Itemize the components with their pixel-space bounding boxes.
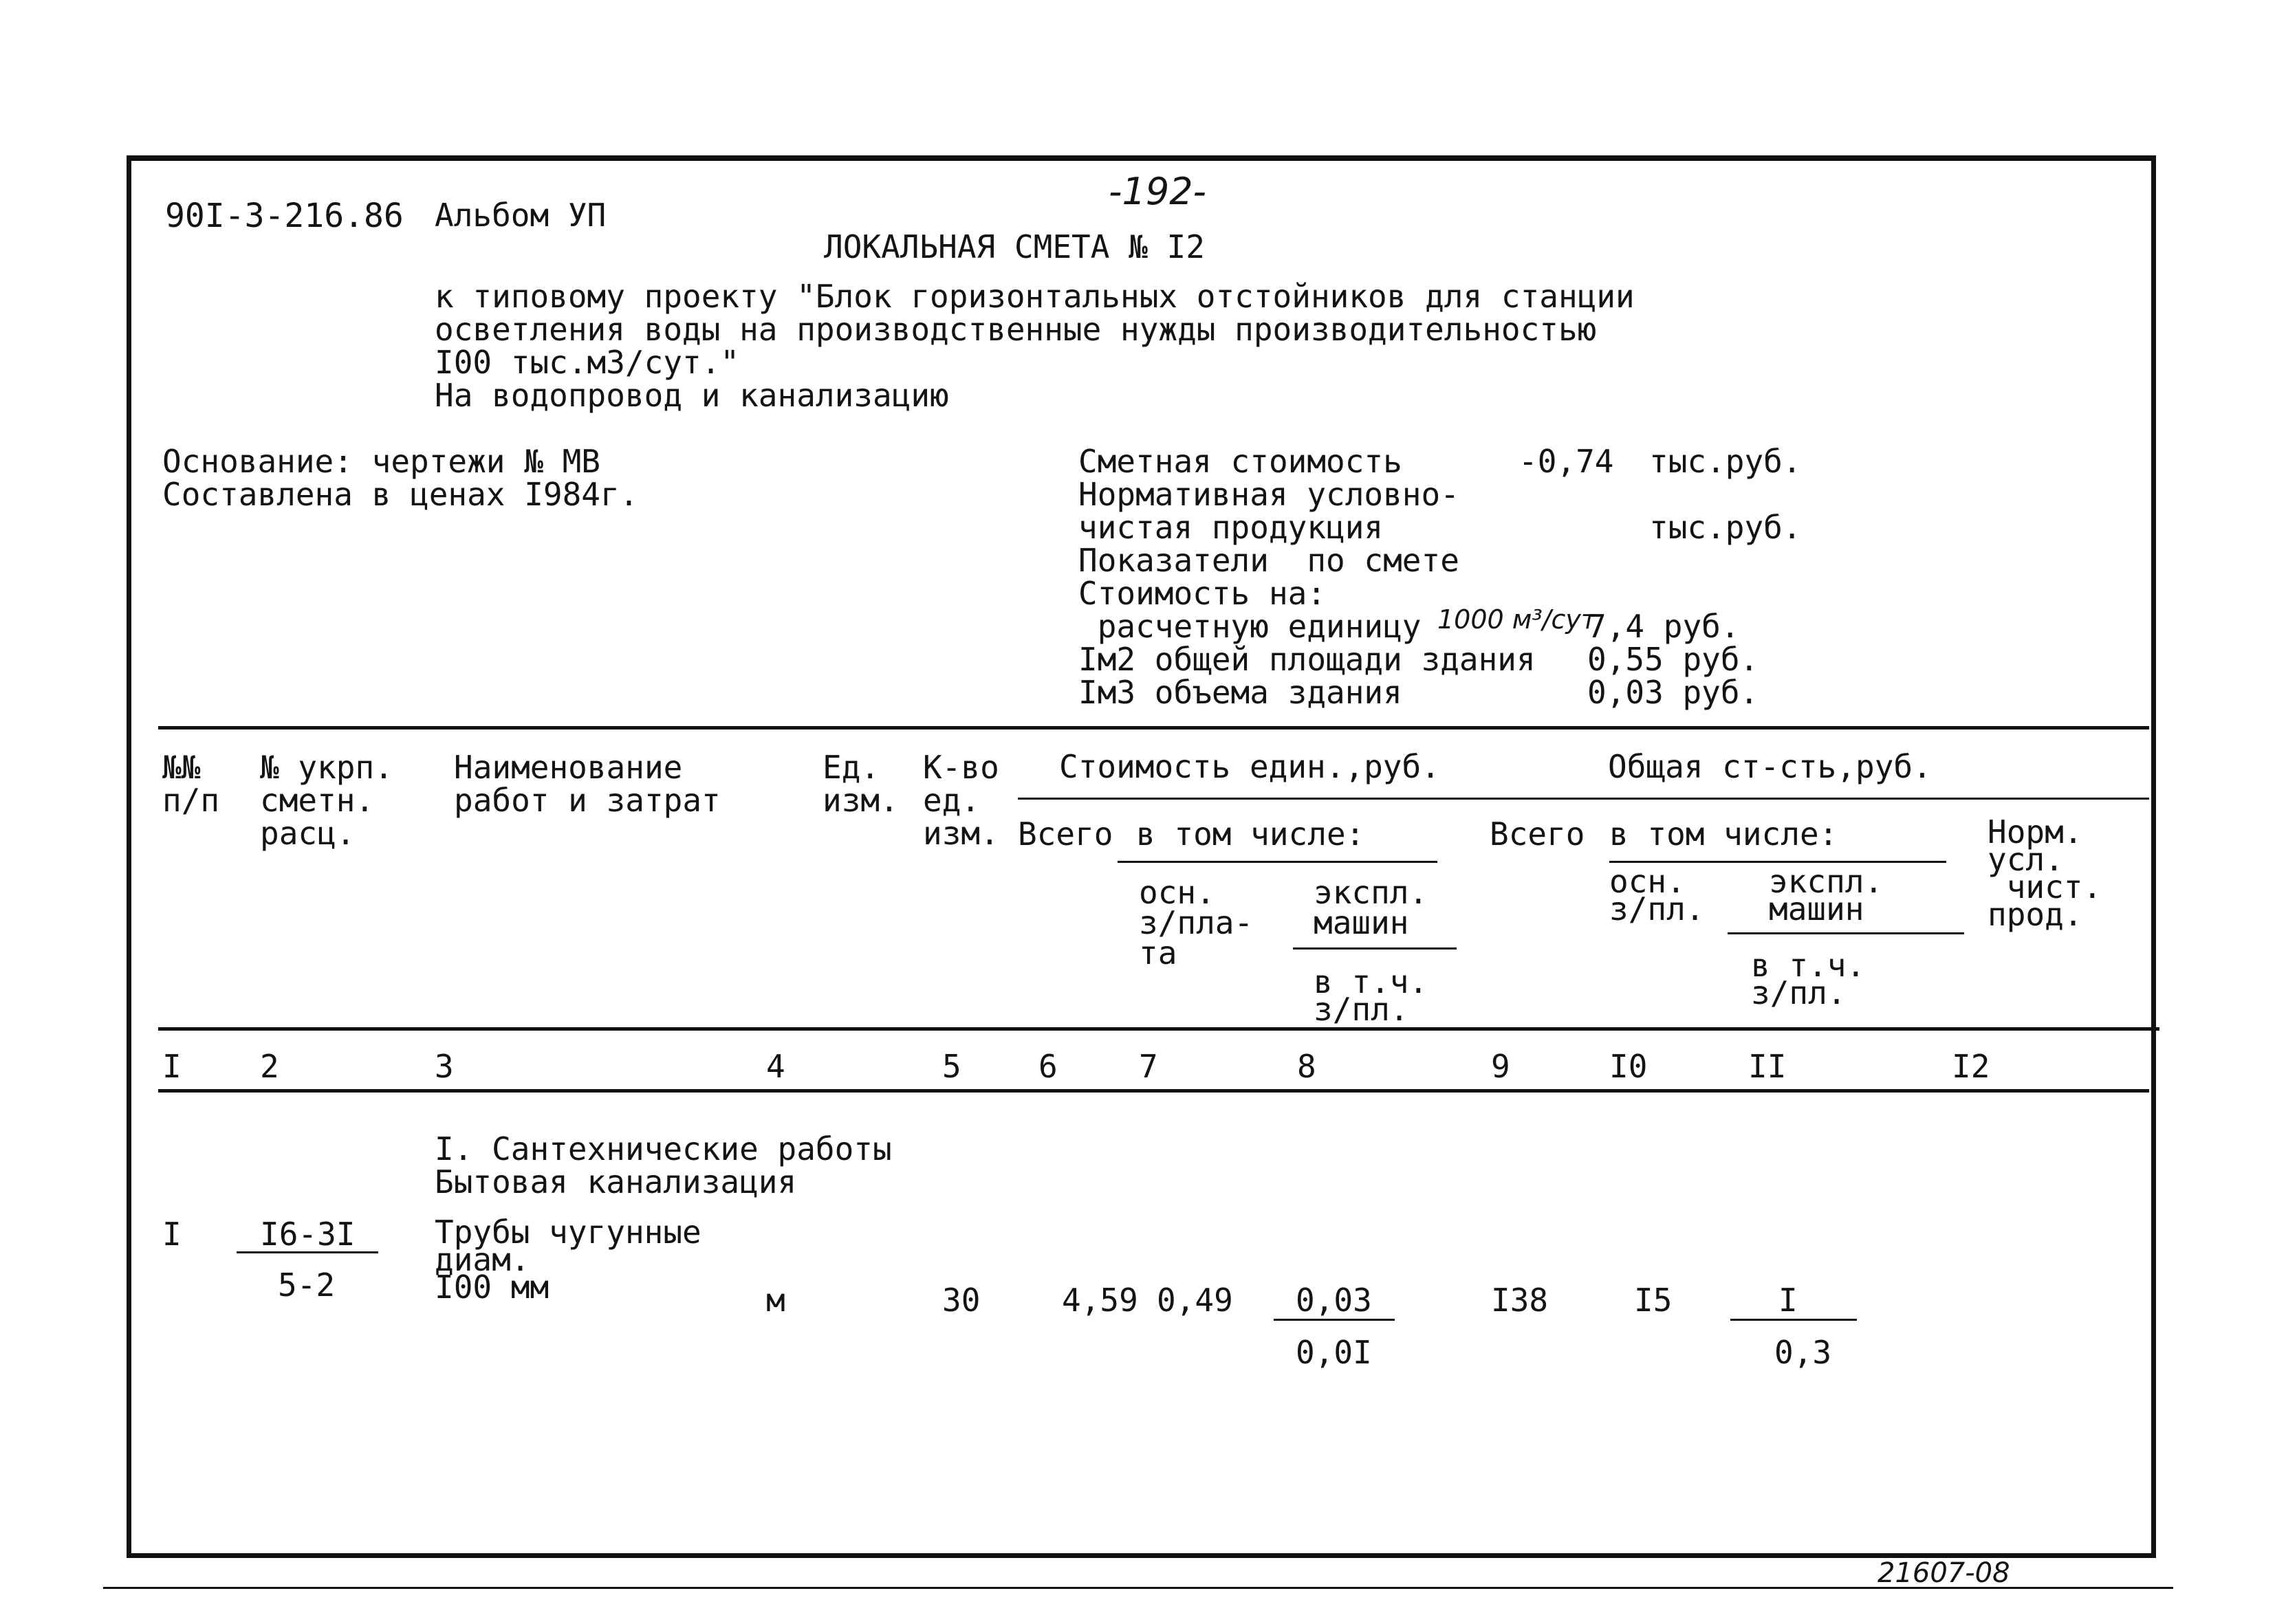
row-number: I: [162, 1216, 182, 1253]
header-unit-cost: Стоимость един.,руб.: [1059, 748, 1440, 785]
row-rate-code-bottom: 5-2: [278, 1266, 336, 1304]
cost-unit: тыс.руб.: [1649, 443, 1802, 480]
col-number-5: 5: [942, 1048, 961, 1085]
cost-label: Сметная стоимость: [1078, 443, 1402, 480]
project-line-1: к типовому проекту "Блок горизонтальных отстойников для станции: [435, 278, 1635, 315]
row-work-name: Трубы чугунные диам. I00 мм: [435, 1214, 701, 1306]
m3-value: 0,03 руб.: [1587, 674, 1759, 711]
unit-cost-value: 7,4 руб.: [1587, 608, 1740, 645]
album-label: Альбом УП: [435, 197, 607, 234]
footer-stamp: 21607-08: [1877, 1557, 2010, 1589]
mach1-rule: [1293, 947, 1457, 950]
row-rate-code-top: I6-3I: [260, 1216, 356, 1253]
header-incl-1: в том числе:: [1136, 815, 1365, 853]
cost-group-rule: [1018, 798, 2149, 800]
row-total-machines-rule: [1730, 1319, 1857, 1321]
header-machines-2: экспл. машин: [1769, 863, 1884, 928]
m3-label: Iм3 объема здания: [1078, 674, 1402, 711]
header-base-wage-2: осн. з/пл.: [1609, 863, 1705, 928]
col-number-10: I0: [1609, 1048, 1648, 1085]
col-number-8: 8: [1297, 1048, 1316, 1085]
indicators-label: Показатели по смете: [1078, 542, 1459, 579]
col-number-12: I2: [1952, 1048, 1990, 1085]
row-total: I38: [1491, 1282, 1549, 1319]
col-number-3: 3: [435, 1048, 454, 1085]
section-title: I. Сантехнические работы: [435, 1130, 892, 1167]
header-incl-2: в том числе:: [1609, 815, 1838, 853]
row-total-machines-wage: 0,3: [1774, 1334, 1832, 1371]
header-bottom-rule: [158, 1027, 2159, 1031]
header-machines-wage-2: в т.ч. з/пл.: [1751, 947, 1866, 1011]
header-rate-code: № укрп. сметн. расц.: [260, 749, 393, 852]
incl-rule-1: [1118, 861, 1437, 863]
header-unit: Ед. изм.: [823, 749, 899, 819]
header-machines-wage-1: в т.ч. з/пл.: [1314, 963, 1428, 1028]
cost-value: -0,74: [1519, 443, 1614, 480]
row-unit-machines-rule: [1274, 1319, 1395, 1321]
norm-label-1: Нормативная условно-: [1078, 476, 1459, 513]
row-unit-wage: 0,49: [1157, 1282, 1233, 1319]
m2-label: Iм2 общей площади здания: [1078, 641, 1536, 678]
row-unit: м: [766, 1282, 785, 1319]
col-number-1: I: [162, 1048, 182, 1085]
norm-label-2: чистая продукция: [1078, 509, 1384, 546]
header-quantity: К-во ед. изм.: [923, 749, 999, 852]
bottom-rule: [103, 1587, 2173, 1589]
estimate-title: ЛОКАЛЬНАЯ СМЕТА № I2: [824, 228, 1205, 265]
header-row-number: №№ п/п: [162, 749, 220, 819]
basis-line-1: Основание: чертежи № МВ: [162, 443, 600, 480]
row-unit-total: 4,59: [1062, 1282, 1138, 1319]
project-line-4: На водопровод и канализацию: [435, 377, 949, 414]
row-quantity: 30: [942, 1282, 981, 1319]
header-norm-product: Норм. усл. чист. прод.: [1988, 813, 2102, 933]
header-work-name: Наименование работ и затрат: [454, 749, 721, 819]
page-number: -192-: [1109, 170, 1207, 213]
table-top-rule: [158, 726, 2149, 729]
col-number-7: 7: [1139, 1048, 1158, 1085]
colnum-bottom-rule: [158, 1089, 2149, 1093]
col-number-6: 6: [1038, 1048, 1058, 1085]
row-total-wage: I5: [1634, 1282, 1673, 1319]
col-number-11: II: [1748, 1048, 1787, 1085]
cost-on-label: Стоимость на:: [1078, 575, 1327, 612]
document-frame: [127, 155, 2156, 1558]
header-all-1: Всего: [1018, 815, 1113, 853]
col-number-9: 9: [1491, 1048, 1510, 1085]
header-all-2: Всего: [1490, 815, 1585, 853]
subsection-title: Бытовая канализация: [435, 1163, 797, 1200]
norm-unit: тыс.руб.: [1649, 509, 1802, 546]
header-machines-1: экспл. машин: [1314, 874, 1428, 941]
row-unit-machines-wage: 0,0I: [1296, 1334, 1372, 1371]
row-total-machines: I: [1778, 1282, 1798, 1319]
header-total-cost: Общая ст-сть,руб.: [1608, 748, 1932, 785]
basis-line-2: Составлена в ценах I984г.: [162, 476, 639, 513]
header-base-wage-1: осн. з/пла- та: [1139, 874, 1254, 972]
unit-handwritten: 1000 м³/сут: [1437, 604, 1597, 635]
project-line-3: I00 тыс.м3/сут.": [435, 344, 740, 381]
unit-cost-label: расчетную единицу: [1078, 608, 1422, 645]
m2-value: 0,55 руб.: [1587, 641, 1759, 678]
col-number-2: 2: [260, 1048, 279, 1085]
row-rate-code-rule: [237, 1251, 378, 1253]
document-code: 90I-3-216.86: [165, 197, 404, 235]
mach2-rule: [1728, 932, 1964, 934]
project-line-2: осветления воды на производственные нужды производительностью: [435, 311, 1597, 348]
row-unit-machines: 0,03: [1296, 1282, 1372, 1319]
col-number-4: 4: [766, 1048, 785, 1085]
